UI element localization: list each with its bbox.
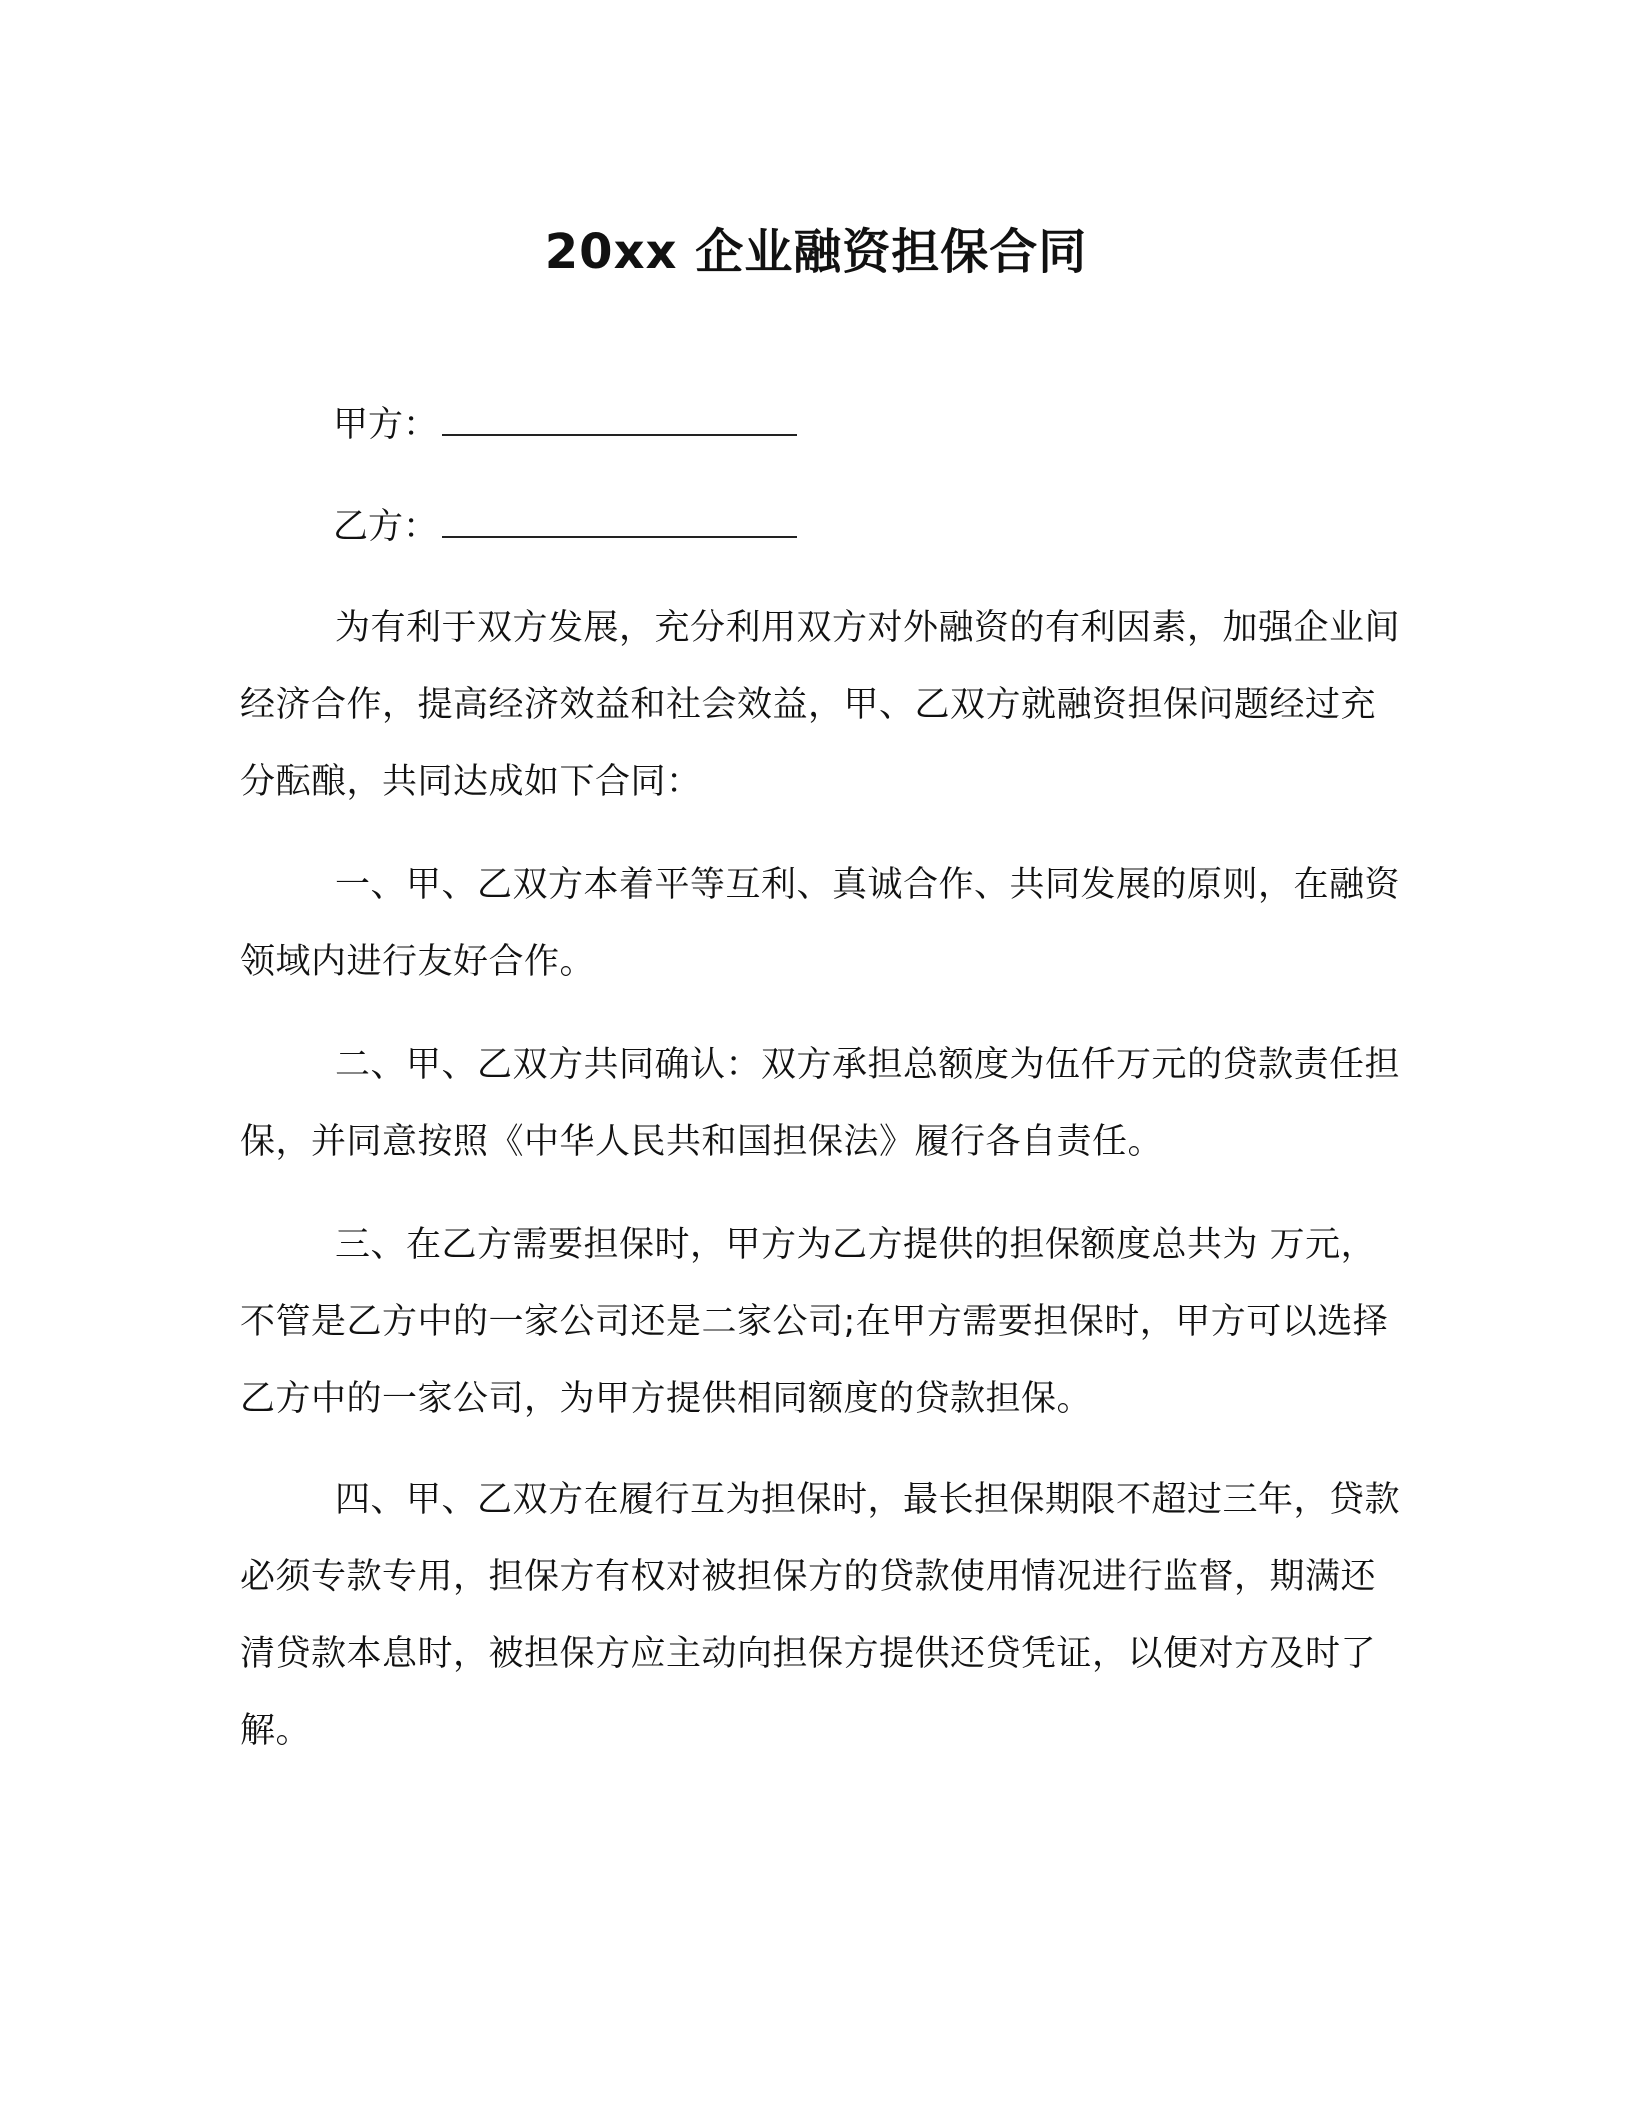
party-b-line bbox=[333, 502, 797, 552]
clause-3-paragraph: 三、在乙方需要担保时，甲方为乙方提供的担保额度总共为 万元，不管是乙方中的一家公司还是二家公司;在甲方需要担保时，甲方可以选择乙方中的一家公司，为甲方提供相同额度的贷款担保。 bbox=[240, 1225, 1389, 1419]
document-title: 20xx 企业融资担保合同 bbox=[544, 224, 1088, 280]
party-a-label: 甲方： bbox=[333, 405, 439, 445]
preamble-paragraph: 为有利于双方发展，充分利用双方对外融资的有利因素，加强企业间经济合作，提高经济效益和社会效益，甲、乙双方就融资担保问题经过充分酝酿，共同达成如下合同： bbox=[240, 608, 1401, 802]
party-a-line bbox=[333, 400, 797, 450]
party-b-blank bbox=[442, 504, 797, 538]
party-b-label: 乙方： bbox=[333, 507, 439, 547]
party-a-blank bbox=[442, 402, 797, 436]
clause-1-paragraph: 一、甲、乙双方本着平等互利、真诚合作、共同发展的原则，在融资领域内进行友好合作。 bbox=[240, 865, 1401, 982]
clause-2-paragraph: 二、甲、乙双方共同确认：双方承担总额度为伍仟万元的贷款责任担保，并同意按照《中华人民共和国担保法》履行各自责任。 bbox=[240, 1045, 1401, 1162]
clause-4-paragraph: 四、甲、乙双方在履行互为担保时，最长担保期限不超过三年，贷款必须专款专用，担保方有权对被担保方的贷款使用情况进行监督，期满还清贷款本息时，被担保方应主动向担保方提供还贷凭证，以便对方及时了解。 bbox=[240, 1480, 1401, 1751]
